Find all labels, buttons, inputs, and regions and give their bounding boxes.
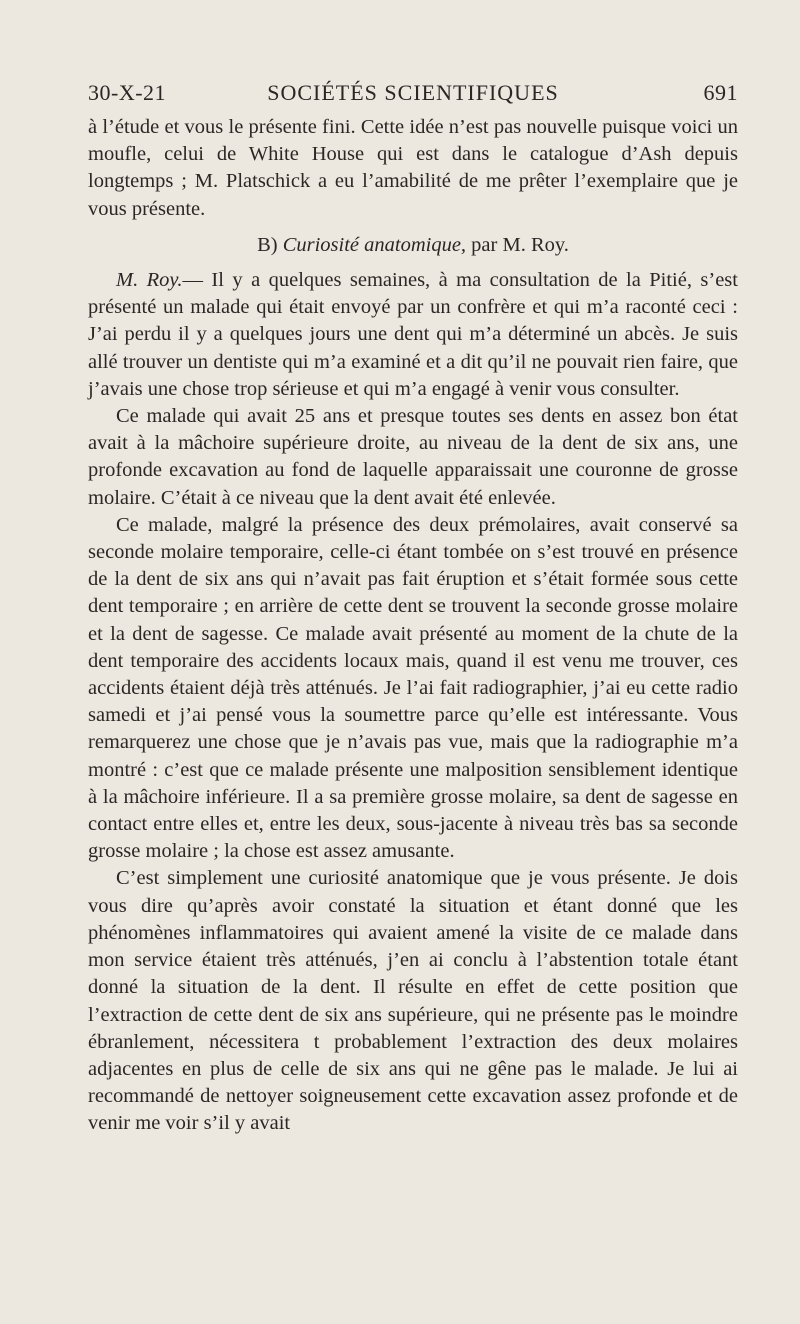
paragraph-text: — Il y a quelques semaines, à ma consultation de la Pitié, s’est présenté un malade qui était envoyé par un confrère et qui m’a raconté ceci : J’ai perdu il y a quelques jours une dent qui m’a déterminé un abcès. Je suis allé trouver un dentiste qui m’a examiné et a dit qu’il ne pouvait rien faire, que j’avais une chose trop sérieuse et qui m’a engagé à venir vous consulter. (88, 269, 738, 400)
section-heading (88, 232, 738, 259)
running-header (88, 80, 738, 110)
section-author: par M. Roy. (471, 233, 569, 256)
section-label: B) (257, 233, 278, 256)
paragraph-continued: à l’étude et vous le présente fini. Cette idée n’est pas nouvelle puisque voici un moufle, celui de White House qui est dans le catalogue d’Ash depuis longtemps ; M. Platschick a eu l’amabilité de me prêter l’exemplaire que je vous présente. (88, 116, 738, 220)
paragraph: Ce malade qui avait 25 ans et presque toutes ses dents en assez bon état avait à la mâchoire supérieure droite, au niveau de la dent de six ans, une profonde excavation au fond de laquelle apparaissait une couronne de grosse molaire. C’était à ce niveau que la dent avait été enlevée. (88, 405, 738, 509)
speaker-name: M. Roy. (116, 269, 183, 292)
header-date: 30-X-21 (88, 80, 167, 105)
section-title: Curiosité anatomique, (282, 233, 467, 256)
header-title: SOCIÉTÉS SCIENTIFIQUES (267, 80, 559, 105)
paragraph: Ce malade, malgré la présence des deux prémolaires, avait conservé sa seconde molaire temporaire, celle-ci étant tombée on s’est trouvé en présence de la dent de six ans qui n’avait pas fait éruption et s’était formée sous cette dent temporaire ; en arrière de cette dent se trouvent la seconde grosse molaire et la dent de sagesse. Ce malade avait présenté au moment de la chute de la dent temporaire des accidents locaux mais, quand il est venu me trouver, ces accidents étaient déjà très atténués. Je l’ai fait radiographier, j’ai eu cette radio samedi et j’ai pensé vous la soumettre parce qu’elle est intéressante. Vous remarquerez une chose que je n’avais pas vue, mais que la radiographie m’a montré : c’est que ce malade présente une malposition sensiblement identique à la mâchoire inférieure. Il a sa première grosse molaire, sa dent de sagesse en contact entre elles et, entre les deux, sous-jacente à niveau très bas sa seconde grosse molaire ; la chose est assez amusante. (88, 513, 738, 863)
paragraph: C’est simplement une curiosité anatomique que je vous présente. Je dois vous dire qu’après avoir constaté la situation et étant donné que les phénomènes inflammatoires qui avaient amené la visite de ce malade dans mon service étaient très atténués, j’en ai conclu à l’abstention totale étant donné la situation de la dent. Il résulte en effet de cette position que l’extraction de cette dent de six ans supérieure, qui ne présente pas le moindre ébranlement, nécessitera t probablement l’extraction des deux molaires adjacentes en plus de celle de six ans qui ne gêne pas le malade. Je lui ai recommandé de nettoyer soigneusement cette excavation assez profonde et de venir me voir s’il y avait (88, 867, 738, 1135)
page-body (88, 114, 738, 1138)
paragraph (88, 267, 738, 403)
page-number: 691 (703, 80, 738, 105)
